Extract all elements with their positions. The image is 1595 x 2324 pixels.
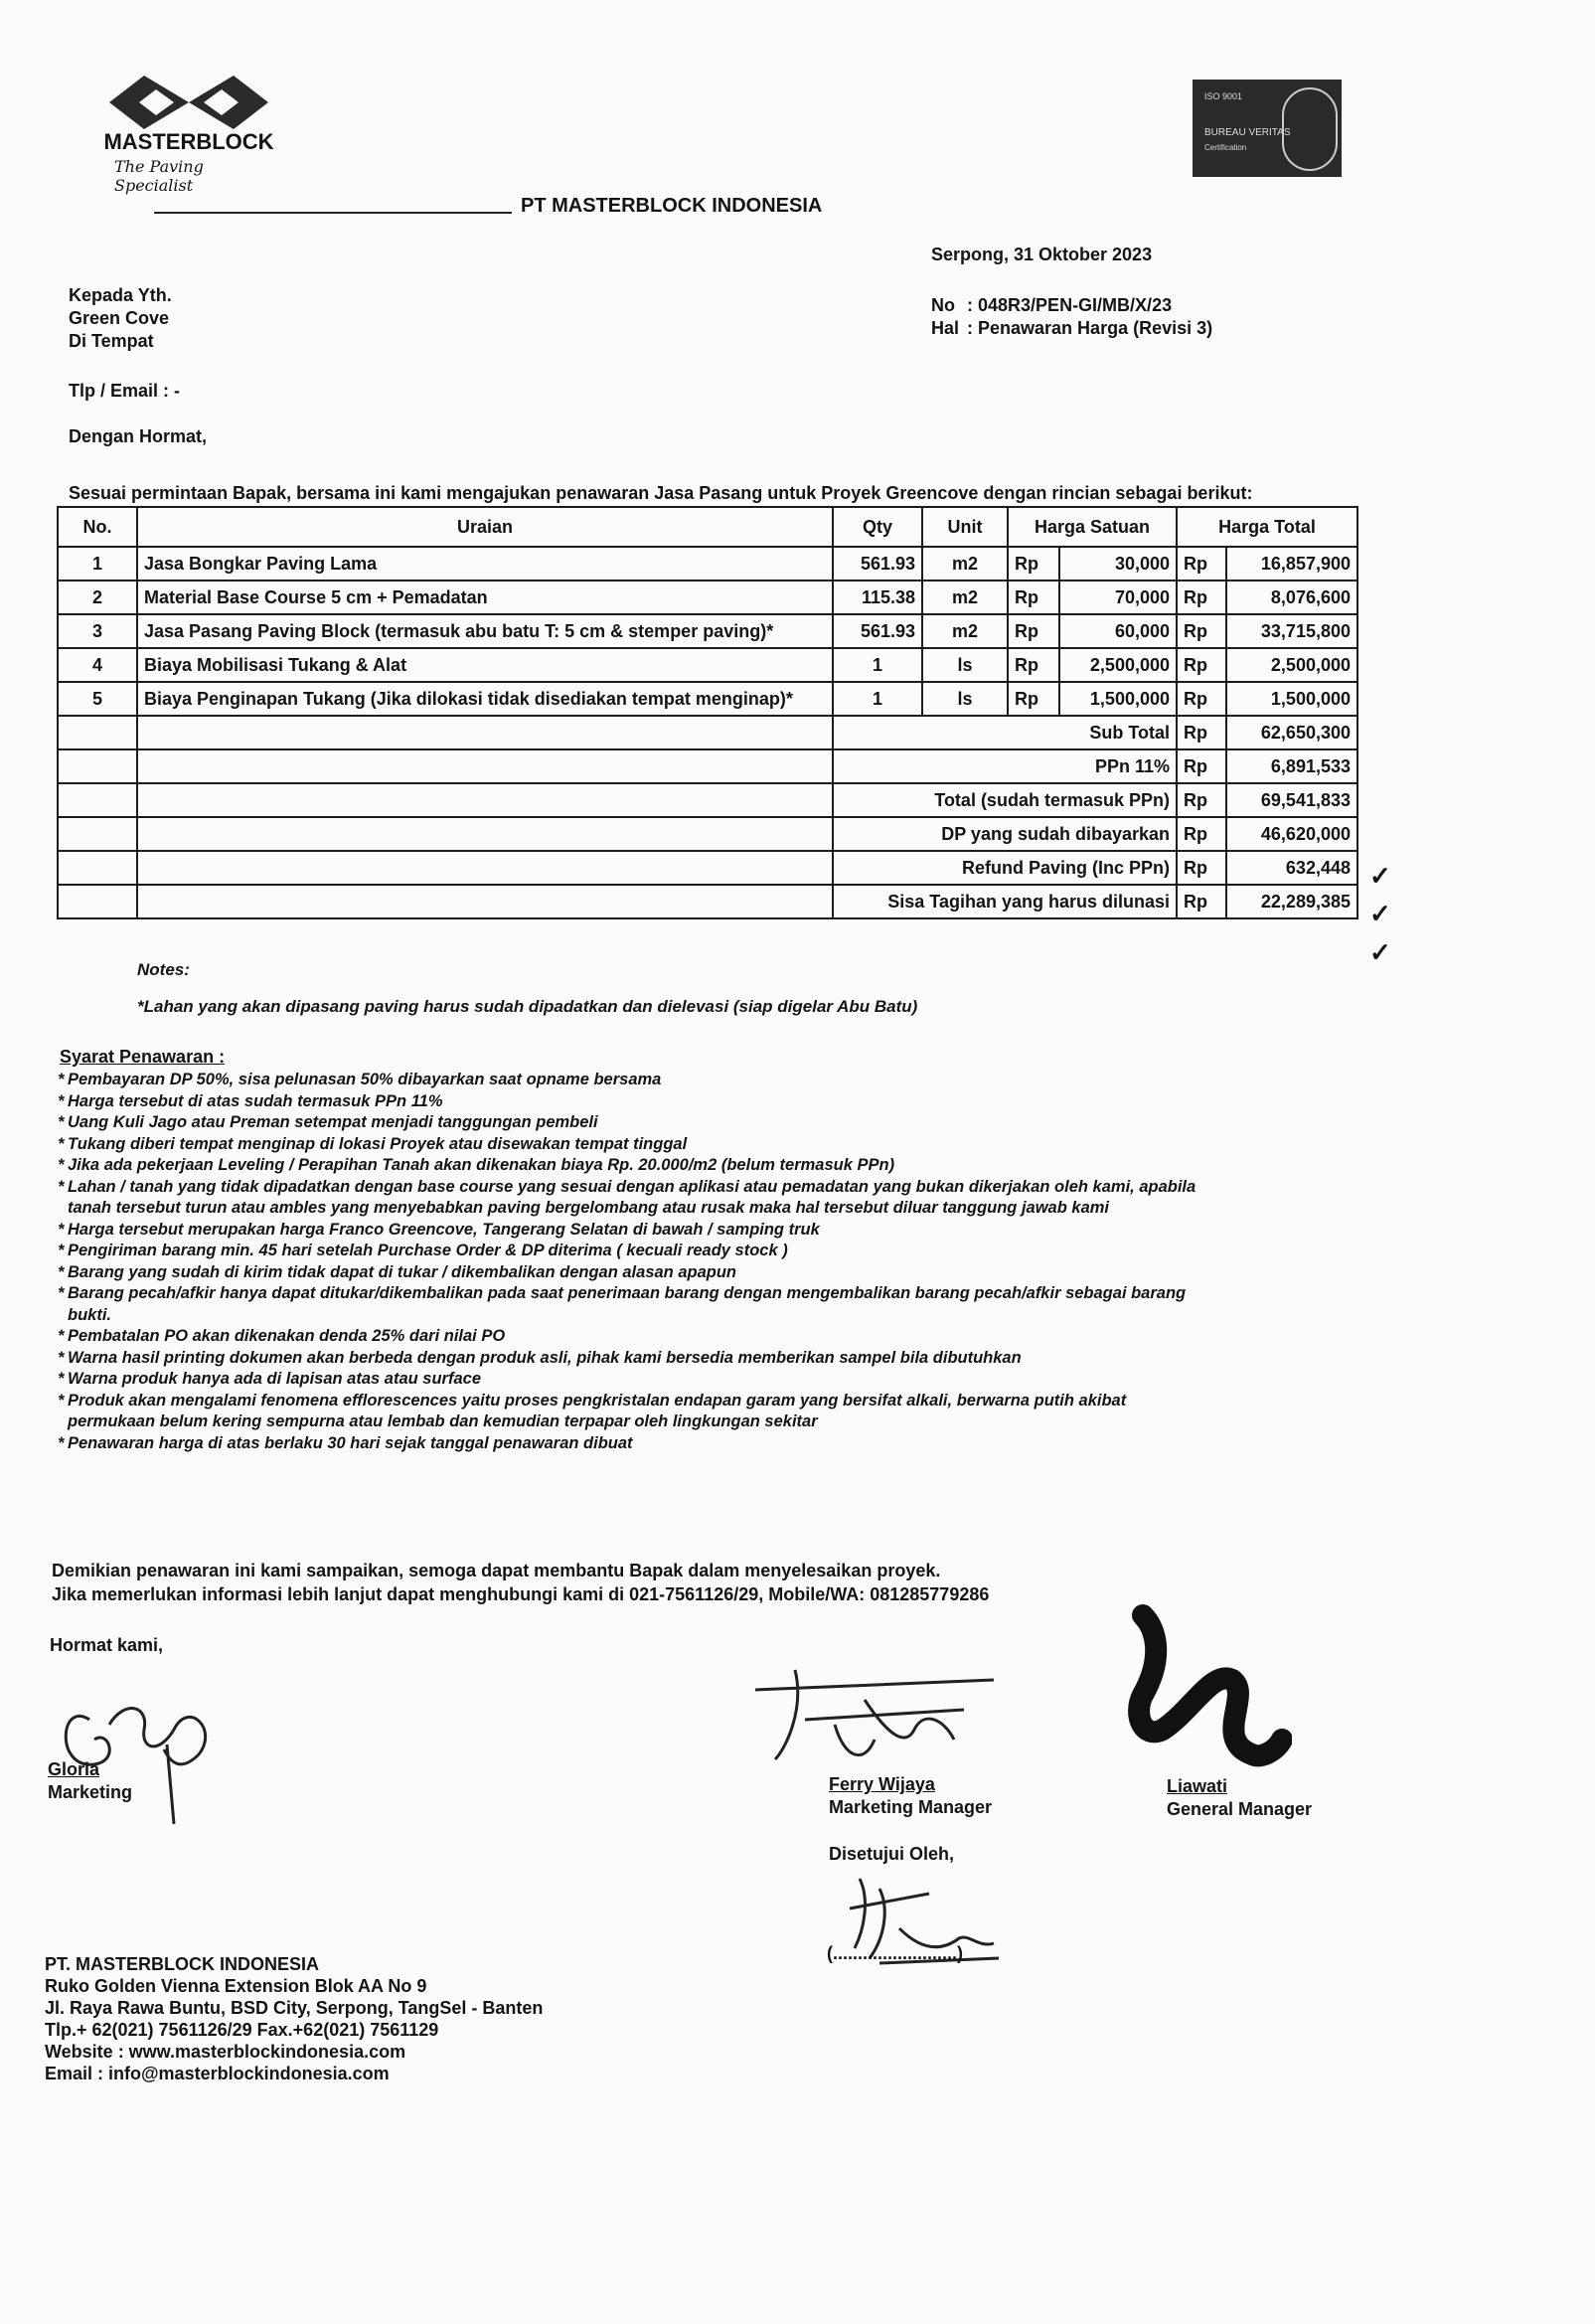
cell-uraian: Jasa Bongkar Paving Lama xyxy=(137,547,833,581)
cell-unit: ls xyxy=(922,682,1008,716)
ref-hal-label: Hal xyxy=(931,318,960,338)
cell-unit: m2 xyxy=(922,614,1008,648)
table-row xyxy=(58,614,1357,648)
terms-title: Syarat Penawaran : xyxy=(60,1047,226,1067)
cell-rp: Rp xyxy=(1177,614,1226,648)
cell-harga-satuan: 60,000 xyxy=(1059,614,1177,648)
cell-rp: Rp xyxy=(1008,682,1059,716)
logo-tagline: The Paving Specialist xyxy=(114,157,204,195)
contact-line: Tlp / Email : - xyxy=(69,381,181,401)
summary-rp: Rp xyxy=(1177,749,1226,783)
summary-value: 22,289,385 xyxy=(1226,885,1357,918)
closing-line: Jika memerlukan informasi lebih lanjut dapat menghubungi kami di 021-7561126/29, Mobile/WA: 081285779286 xyxy=(52,1584,990,1604)
sig2-role: Marketing Manager xyxy=(829,1797,993,1817)
recipient-line: Kepada Yth. xyxy=(69,285,172,305)
table-row xyxy=(58,547,1357,581)
header-unit: Unit xyxy=(922,507,1008,547)
letter-reference xyxy=(931,294,1220,340)
company-logo xyxy=(94,68,283,195)
cell-rp: Rp xyxy=(1008,581,1059,614)
cell-qty: 1 xyxy=(833,648,922,682)
cell-qty: 1 xyxy=(833,682,922,716)
terms-item: * Jika ada pekerjaan Leveling / Perapihan Tanah akan dikenakan biaya Rp. 20.000/m2 (belum termasuk PPn) xyxy=(58,1155,1200,1177)
ref-hal-value: : Penawaran Harga (Revisi 3) xyxy=(967,318,1213,338)
cell-uraian: Biaya Penginapan Tukang (Jika dilokasi tidak disediakan tempat menginap)* xyxy=(137,682,833,716)
cell-harga-total: 33,715,800 xyxy=(1226,614,1357,648)
summary-rp: Rp xyxy=(1177,851,1226,885)
cell-no: 1 xyxy=(58,547,137,581)
notes-text: *Lahan yang akan dipasang paving harus sudah dipadatkan dan dielevasi (siap digelar Abu Batu) xyxy=(137,997,918,1016)
cell-harga-satuan: 1,500,000 xyxy=(1059,682,1177,716)
footer-line: Tlp.+ 62(021) 7561126/29 Fax.+62(021) 7561129 xyxy=(45,2020,439,2040)
certification-badge xyxy=(1193,80,1342,177)
cell-no: 2 xyxy=(58,581,137,614)
summary-rp: Rp xyxy=(1177,885,1226,918)
summary-value: 62,650,300 xyxy=(1226,716,1357,749)
sig1-role: Marketing xyxy=(48,1782,133,1802)
cell-rp: Rp xyxy=(1177,648,1226,682)
cell-qty: 561.93 xyxy=(833,614,922,648)
table-header-row xyxy=(58,507,1357,547)
cell-unit: m2 xyxy=(922,547,1008,581)
summary-label: DP yang sudah dibayarkan xyxy=(833,817,1177,851)
summary-label: Sub Total xyxy=(833,716,1177,749)
closing-line: Demikian penawaran ini kami sampaikan, semoga dapat membantu Bapak dalam menyelesaikan proyek. xyxy=(52,1561,941,1580)
cell-rp: Rp xyxy=(1008,614,1059,648)
approved-blank-line: (.........................) xyxy=(827,1943,964,1963)
cell-unit: m2 xyxy=(922,581,1008,614)
terms-item: * Barang pecah/afkir hanya dapat ditukar/dikembalikan pada saat penerimaan barang dengan mengembalikan barang pecah/afkir sebagai barang bukti. xyxy=(58,1283,1200,1326)
sig3-role: General Manager xyxy=(1167,1799,1313,1819)
recipient-block xyxy=(69,284,172,353)
bureau-veritas-seal-icon xyxy=(1282,87,1338,171)
terms-item: * Lahan / tanah yang tidak dipadatkan dengan base course yang sesuai dengan aplikasi atau pemadatan yang bukan dikerjakan oleh kami, apabila tanah tersebut turun atau ambles yang menyebabkan paving bergelombang atau rusak maka hal tersebut diluar tanggung jawab kami xyxy=(58,1177,1200,1220)
table-row xyxy=(58,581,1357,614)
terms-item: * Harga tersebut merupakan harga Franco Greencove, Tangerang Selatan di bawah / samping truk xyxy=(58,1220,1200,1242)
approved-label: Disetujui Oleh, xyxy=(829,1844,955,1864)
cell-rp: Rp xyxy=(1008,648,1059,682)
sig1-name: Gloria xyxy=(48,1759,100,1779)
cell-uraian: Material Base Course 5 cm + Pemadatan xyxy=(137,581,833,614)
masterblock-logo-icon xyxy=(94,68,283,137)
cell-rp: Rp xyxy=(1177,682,1226,716)
footer-line: Jl. Raya Rawa Buntu, BSD City, Serpong, TangSel - Banten xyxy=(45,1998,544,2018)
cert-line2: BUREAU VERITAS xyxy=(1204,127,1291,138)
cell-qty: 561.93 xyxy=(833,547,922,581)
signature-liawati-icon xyxy=(1103,1600,1292,1769)
cell-unit: ls xyxy=(922,648,1008,682)
quotation-table xyxy=(57,506,1358,919)
company-title: PT MASTERBLOCK INDONESIA xyxy=(521,195,823,217)
terms-item: * Produk akan mengalami fenomena efflorescences yaitu proses pengkristalan endapan garam yang bersifat alkali, berwarna putih akibat permukaan belum kering sempurna atau lembab dan kemudian terpapar oleh lingkungan sekitar xyxy=(58,1391,1200,1433)
footer-line: Ruko Golden Vienna Extension Blok AA No 9 xyxy=(45,1976,427,1996)
cell-uraian: Biaya Mobilisasi Tukang & Alat xyxy=(137,648,833,682)
terms-item: * Tukang diberi tempat menginap di lokasi Proyek atau disewakan tempat tinggal xyxy=(58,1134,1200,1156)
cell-qty: 115.38 xyxy=(833,581,922,614)
header-no: No. xyxy=(58,507,137,547)
ref-no-label: No xyxy=(931,295,955,315)
logo-brand-text: MASTERBLOCK xyxy=(103,129,274,154)
summary-label: PPn 11% xyxy=(833,749,1177,783)
terms-item: * Pembatalan PO akan dikenakan denda 25% dari nilai PO xyxy=(58,1326,1200,1348)
cell-uraian: Jasa Pasang Paving Block (termasuk abu batu T: 5 cm & stemper paving)* xyxy=(137,614,833,648)
cell-harga-total: 2,500,000 xyxy=(1226,648,1357,682)
summary-value: 6,891,533 xyxy=(1226,749,1357,783)
summary-rp: Rp xyxy=(1177,716,1226,749)
table-row xyxy=(58,682,1357,716)
header-harga-satuan: Harga Satuan xyxy=(1008,507,1177,547)
cert-line1: ISO 9001 xyxy=(1204,91,1243,101)
checkmark-icon: ✓ xyxy=(1369,899,1391,928)
summary-value: 69,541,833 xyxy=(1226,783,1357,817)
cell-harga-total: 16,857,900 xyxy=(1226,547,1357,581)
header-harga-total: Harga Total xyxy=(1177,507,1357,547)
cert-line3: Certification xyxy=(1204,143,1247,152)
terms-item: * Pembayaran DP 50%, sisa pelunasan 50% dibayarkan saat opname bersama xyxy=(58,1070,1200,1091)
summary-row xyxy=(58,783,1357,817)
cell-harga-total: 1,500,000 xyxy=(1226,682,1357,716)
sig3-name: Liawati xyxy=(1167,1776,1228,1796)
summary-row xyxy=(58,716,1357,749)
cell-no: 5 xyxy=(58,682,137,716)
summary-value: 632,448 xyxy=(1226,851,1357,885)
terms-item: * Pengiriman barang min. 45 hari setelah Purchase Order & DP diterima ( kecuali ready stock ) xyxy=(58,1241,1200,1262)
cell-rp: Rp xyxy=(1008,547,1059,581)
summary-value: 46,620,000 xyxy=(1226,817,1357,851)
ref-no-value: : 048R3/PEN-GI/MB/X/23 xyxy=(967,295,1173,315)
cell-harga-satuan: 70,000 xyxy=(1059,581,1177,614)
footer-email: Email : info@masterblockindonesia.com xyxy=(45,2064,390,2083)
summary-row xyxy=(58,749,1357,783)
checkmark-icon: ✓ xyxy=(1369,861,1391,891)
header-qty: Qty xyxy=(833,507,922,547)
footer-address xyxy=(45,1953,543,2084)
terms-item: * Uang Kuli Jago atau Preman setempat menjadi tanggungan pembeli xyxy=(58,1112,1200,1134)
intro-text: Sesuai permintaan Bapak, bersama ini kami mengajukan penawaran Jasa Pasang untuk Proyek Greencove dengan rincian sebagai berikut: xyxy=(69,483,1253,503)
regards-text: Hormat kami, xyxy=(50,1635,164,1655)
checkmark-icon: ✓ xyxy=(1369,937,1391,967)
cell-harga-total: 8,076,600 xyxy=(1226,581,1357,614)
summary-rp: Rp xyxy=(1177,783,1226,817)
sig2-name: Ferry Wijaya xyxy=(829,1774,935,1794)
letter-date: Serpong, 31 Oktober 2023 xyxy=(931,245,1153,264)
cell-no: 4 xyxy=(58,648,137,682)
notes-title: Notes: xyxy=(137,960,190,979)
terms-item: * Warna hasil printing dokumen akan berbeda dengan produk asli, pihak kami bersedia memberikan sampel bila dibutuhkan xyxy=(58,1348,1200,1370)
signature-gloria-icon xyxy=(50,1660,219,1829)
summary-row xyxy=(58,885,1357,918)
cell-harga-satuan: 2,500,000 xyxy=(1059,648,1177,682)
table-row xyxy=(58,648,1357,682)
cell-no: 3 xyxy=(58,614,137,648)
signature-ferry-icon xyxy=(745,1650,1014,1779)
recipient-line: Green Cove xyxy=(69,308,170,328)
terms-list xyxy=(58,1070,1200,1454)
summary-row xyxy=(58,817,1357,851)
terms-item: * Warna produk hanya ada di lapisan atas atau surface xyxy=(58,1369,1200,1391)
header-divider xyxy=(154,212,512,214)
header-uraian: Uraian xyxy=(137,507,833,547)
terms-item: * Penawaran harga di atas berlaku 30 hari sejak tanggal penawaran dibuat xyxy=(58,1433,1200,1455)
closing-text xyxy=(52,1559,989,1606)
summary-row xyxy=(58,851,1357,885)
greeting: Dengan Hormat, xyxy=(69,426,208,446)
cell-rp: Rp xyxy=(1177,547,1226,581)
summary-label: Sisa Tagihan yang harus dilunasi xyxy=(833,885,1177,918)
cell-rp: Rp xyxy=(1177,581,1226,614)
summary-label: Total (sudah termasuk PPn) xyxy=(833,783,1177,817)
footer-company: PT. MASTERBLOCK INDONESIA xyxy=(45,1954,320,1974)
footer-website: Website : www.masterblockindonesia.com xyxy=(45,2042,406,2062)
terms-item: * Barang yang sudah di kirim tidak dapat di tukar / dikembalikan dengan alasan apapun xyxy=(58,1262,1200,1284)
recipient-line: Di Tempat xyxy=(69,331,154,351)
summary-label: Refund Paving (Inc PPn) xyxy=(833,851,1177,885)
cell-harga-satuan: 30,000 xyxy=(1059,547,1177,581)
summary-rp: Rp xyxy=(1177,817,1226,851)
terms-item: * Harga tersebut di atas sudah termasuk PPn 11% xyxy=(58,1091,1200,1113)
